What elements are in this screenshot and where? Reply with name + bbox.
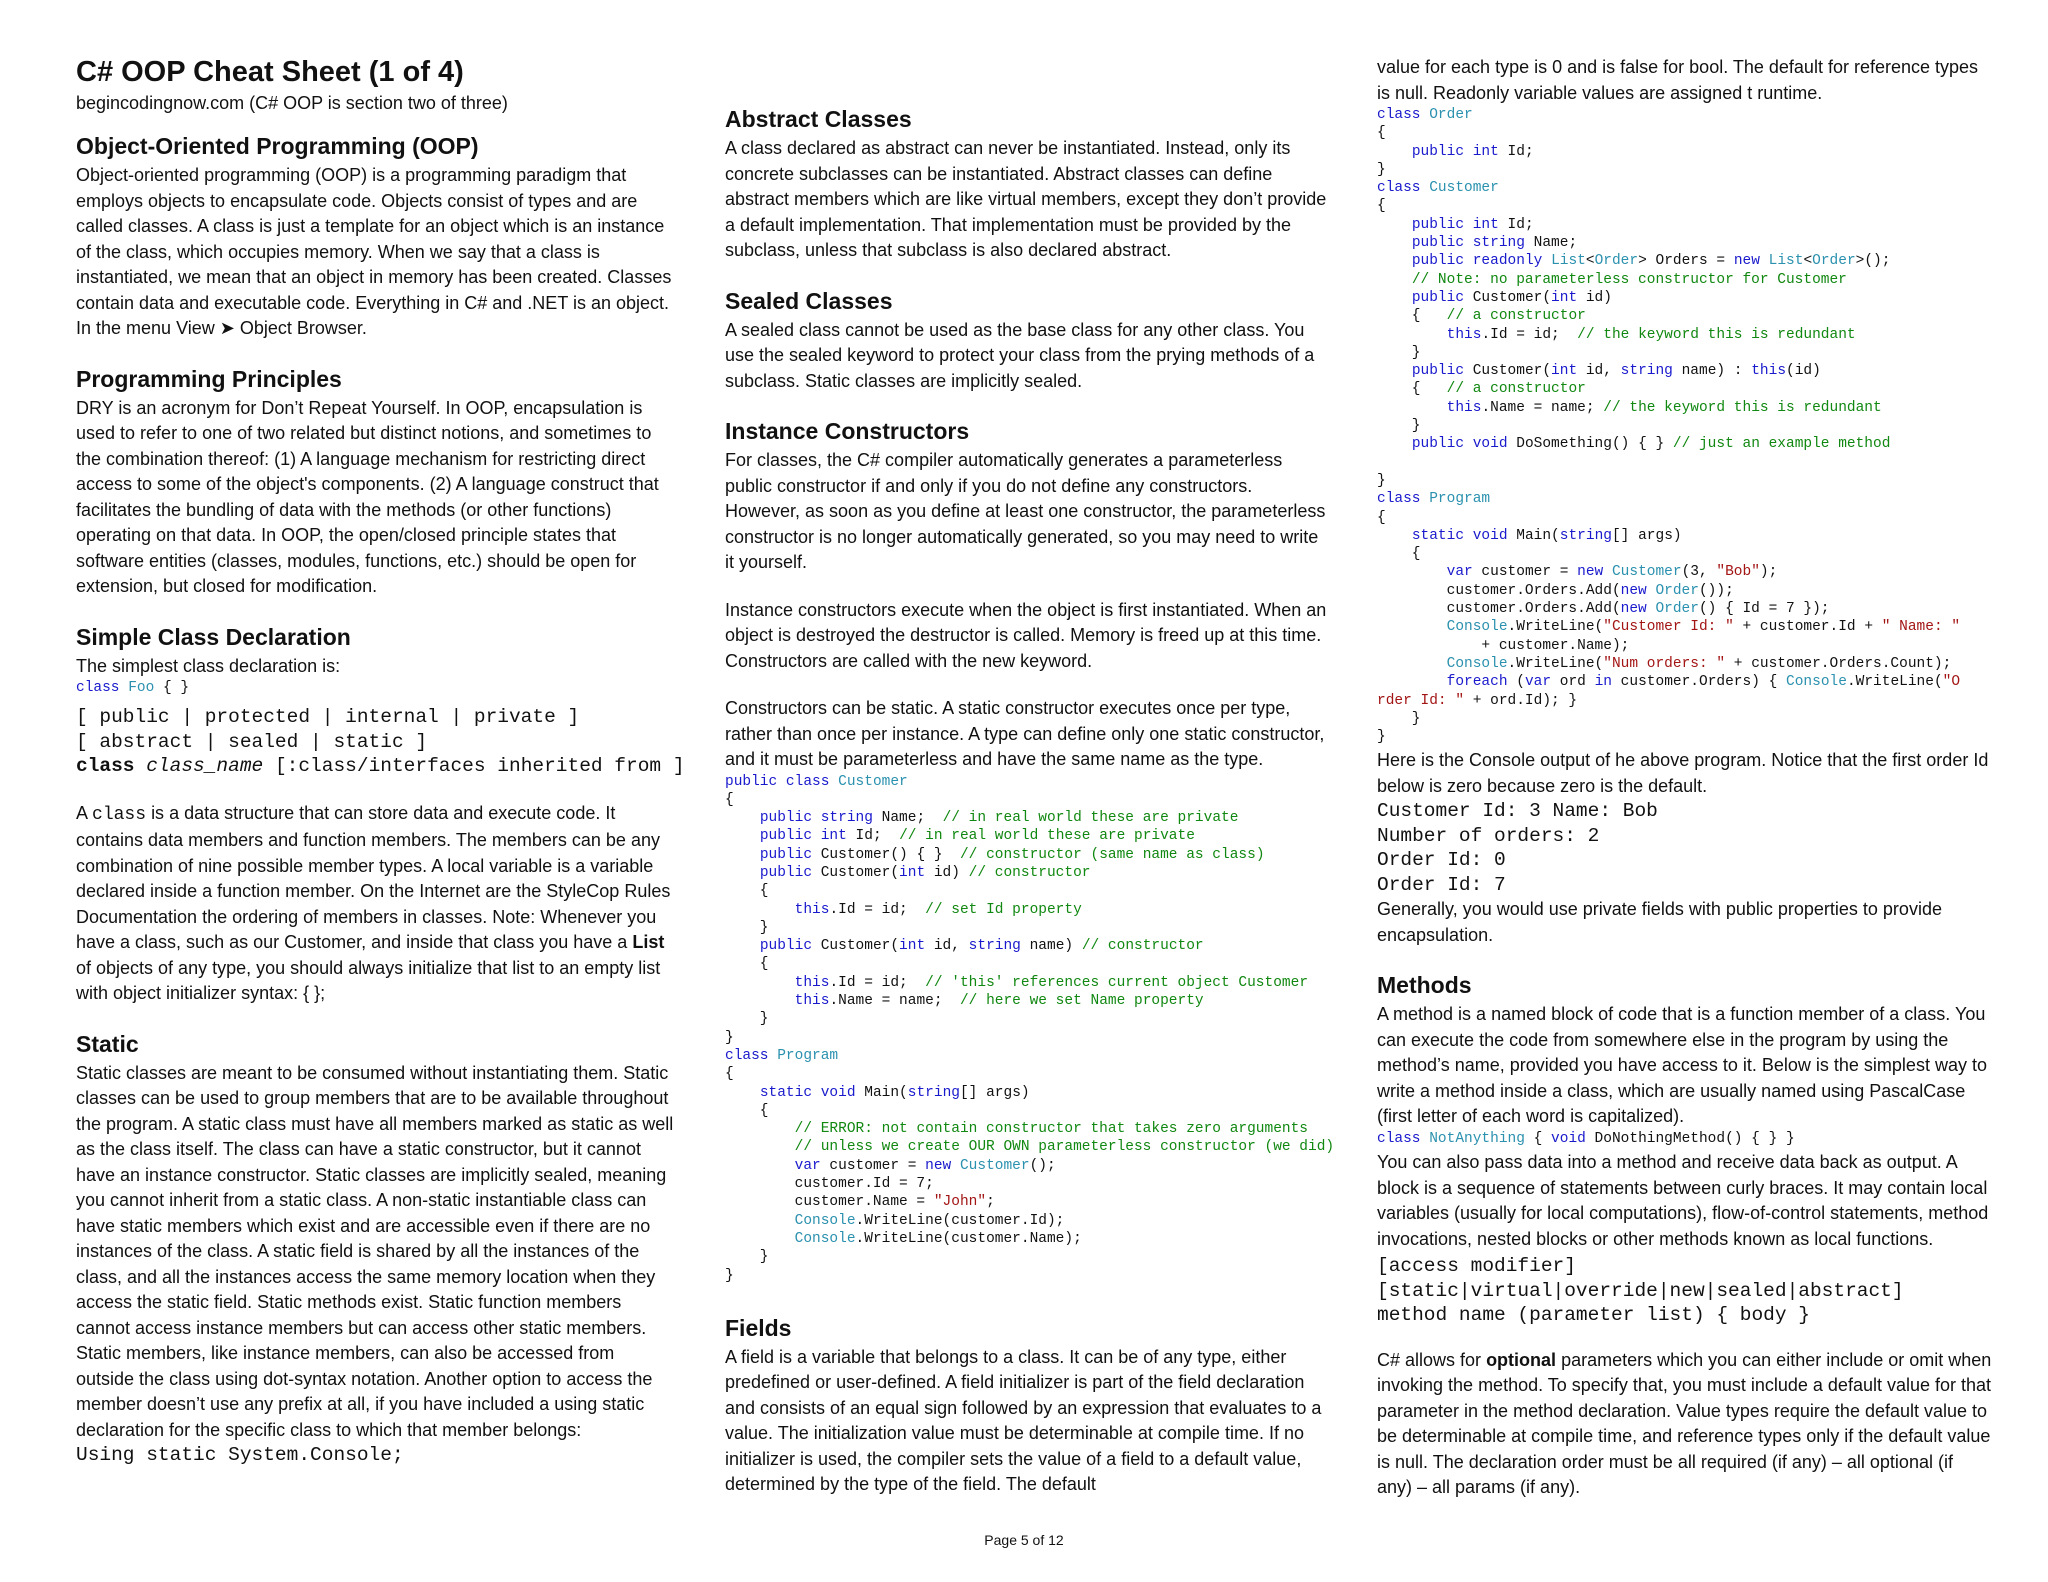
constructors-paragraph-3: Constructors can be static. A static constructor executes once per type, rather than once per instance. A type can define only one static constructor, and it must be parameterless and have the same name as the type. [725,698,1325,769]
fields-paragraph: A field is a variable that belongs to a class. It can be of any type, either predefined or user-defined. A field initializer is part of the field declaration and consists of an equal sign followed by an expression that evaluates to a value. The initialization value must be determinable at compile time. If no initializer is used, the compiler sets the value of a field to a default value, determined by the type of the field. The default [725,1346,1322,1495]
optional-parameters-paragraph: C# allows for optional parameters which you can either include or omit when invoking the method. To specify that, you must include a default value for that parameter in the method declaration. Value types require the default value to be determinable at compile time, and reference types only if the default value is null. The declaration order must be all required (if any) – all optional (if any) – all params (if any). [1377,1349,1992,1498]
abstract-heading: Abstract Classes [725,106,912,132]
oop-paragraph: Object-oriented programming (OOP) is a programming paradigm that employs objects to encapsulate code. Objects consist of types and are called classes. A class is just a template for an object which is an instance of the class, which occupies memory. When we say that a class is instantiated, we mean that an object in memory has been created. Classes contain data and executable code. Everything in C# and .NET is an object. In the menu View ➤ Object Browser. [76,165,672,338]
sealed-paragraph: A sealed class cannot be used as the base class for any other class. You use the sealed keyword to protect your class from the prying methods of a subclass. Static classes are implicitly sealed. [725,319,1315,391]
column-2 [725,104,1335,1498]
oop-heading: Object-Oriented Programming (OOP) [76,133,479,159]
page-subtitle: begincodingnow.com (C# OOP is section two of three) [76,93,508,113]
constructors-paragraph-2: Instance constructors execute when the object is first instantiated. When an object is destroyed the destructor is called. Memory is freed up at this time. Constructors are called with the new keyword. [725,599,1327,671]
page-title: C# OOP Cheat Sheet (1 of 4) [76,56,464,88]
constructors-paragraph-1: For classes, the C# compiler automatically generates a parameterless public constructor if and only if you do not define any constructors. However, as soon as you define at least one constructor, the parameterless constructor is no longer automatically generated, so you may need to write it yourself. [725,450,1326,572]
sealed-heading: Sealed Classes [725,287,893,314]
constructors-heading: Instance Constructors [725,418,970,444]
static-paragraph: Static classes are meant to be consumed without instantiating them. Static classes can be used to group members that are to be available throughout the program. A static class must have all members marked as static as well as the class itself. The class can have a static constructor, but it cannot have an instance constructor. Static classes are implicitly sealed, meaning you cannot inherit from a static class. A non-static instantiable class can have static members which exist and are accessible even if there are no instances of the class. A static field is shared by all the instances of the class, and all the instances access the same memory location when they access the static field. Static methods exist. Static function members cannot access instance members but can access other static members. Static members, like instance members, can also be accessed from outside the class using dot-syntax notation. Another option to access the member doesn’t use any prefix at all, if you have included a using static declaration for the specific class to which that member belongs: [76,1062,674,1440]
methods-paragraph: A method is a named block of code that is a function member of a class. You can execute the code from somewhere else in the program by using the method’s name, provided you have access to it. Below is the simplest way to write a method inside a class, which are usually named using PascalCase (first letter of each word is capitalized). [1377,1004,1987,1127]
principles-paragraph: DRY is an acronym for Don’t Repeat Yourself. In OOP, encapsulation is used to refer to one of two related but distinct notions, and sometimes to the combination thereof: (1) A language mechanism for restricting direct access to some of the object's components. (2) A language construct that facilitates the bundling of data with the methods (or other functions) operating on that data. In OOP, the open/closed principle states that software entities (classes, modules, functions, etc.) should be open for extension, but closed for modification. [76,397,659,596]
column-1 [76,55,685,1468]
customer-code-block: public class Customer { public string Name; // in real world these are private public int Id; // in real world these are private public Customer() { } // constructor (same name as class) public Customer(int id) // constructor { this.Id = id; // set Id property } public Customer(int id, string name) // constructor { this.Id = id; // 'this' references current object Customer this.Name = name; // here we set Name property } } class Program { static void Main(string[] args) { // ERROR: not contain constructor that takes zero arguments // unless we create OUR OWN parameterless constructor (we did) var customer = new Customer(); customer.Id = 7; customer.Name = "John"; Console.WriteLine(customer.Id); Console.WriteLine(customer.Name); } } [725,773,1335,1284]
output-after: Generally, you would use private fields with public properties to provide encapsulation. [1377,899,1942,945]
order-customer-code-block: class Order { public int Id; } class Customer { public int Id; public string Name; public readonly List<Order> Orders = new List<Order>(); // Note: no parameterless constructor for Customer public Customer(int id) { // a constructor this.Id = id; // the keyword this is redundant } public Customer(int id, string name) : this(id) { // a constructor this.Name = name; // the keyword this is redundant } public void DoSomething() { } // just an example method } class Program { static void Main(string[] args) { var customer = new Customer(3, "Bob"); customer.Orders.Add(new Order()); customer.Orders.Add(new Order() { Id = 7 }); Console.WriteLine("Customer Id: " + customer.Id + " Name: " + customer.Name); Console.WriteLine("Num orders: " + customer.Orders.Count); foreach (var ord in customer.Orders) { Console.WriteLine("O rder Id: " + ord.Id); } } } [1377,107,1961,746]
methods-paragraph-2: You can also pass data into a method and receive data back as output. A block is a sequence of statements between curly braces. It may contain local variables (usually for local computations), flow-of-control statements, method invocations, nested blocks or other methods known as local functions. [1377,1152,1989,1249]
method-example-code: class NotAnything { void DoNothingMethod() { } } [1377,1130,1795,1147]
simple-class-intro: The simplest class declaration is: [76,655,341,676]
output-intro: Here is the Console output of he above program. Notice that the first order Id below is zero because zero is the default. [1377,750,1989,796]
fields-heading: Fields [725,1314,792,1341]
principles-heading: Programming Principles [76,365,342,392]
console-output-line-1: Customer Id: 3 Name: Bob [1377,800,1658,823]
abstract-paragraph: A class declared as abstract can never be instantiated. Instead, only its concrete subclasses can be instantiated. Abstract classes can define abstract members which are like virtual members, except they don’t provide a default implementation. That implementation must be provided by the subclass, unless that subclass is also declared abstract. [725,138,1327,260]
simple-class-code: class Foo { } [76,680,190,696]
methods-heading: Methods [1377,972,1472,999]
console-output-line-3: Order Id: 0 [1377,849,1506,872]
static-heading: Static [76,1030,139,1057]
fields-paragraph-continued: value for each type is 0 and is false for bool. The default for reference types is null. Readonly variable values are assigned t runtime. [1377,57,1979,103]
simple-class-heading: Simple Class Declaration [76,623,351,650]
console-output-line-4: Order Id: 7 [1377,873,1506,896]
column-3 [1377,55,1992,1501]
class-paragraph: A class is a data structure that can store data and execute code. It contains data members and function members. The members can be any combination of nine possible member types. A local variable is a variable declared inside a function member. On the Internet are the StyleCop Rules Documentation the ordering of members in classes. Note: Whenever you have a class, such as our Customer, and inside that class you have a List of objects of any type, you should always initialize that list to an empty list with object initializer syntax: { }; [76,802,671,1004]
page-footer: Page 5 of 12 [984,1532,1064,1548]
using-static-code: Using static System.Console; [76,1444,404,1467]
console-output-line-2: Number of orders: 2 [1377,824,1600,847]
class-declaration-syntax: [ public | protected | internal | private ] [ abstract | sealed | static ] class class_name [:class/interfaces inherited from ] [76,706,685,778]
method-syntax: [access modifier] [static|virtual|override|new|sealed|abstract] method name (parameter list) { body } [1377,1255,1904,1327]
